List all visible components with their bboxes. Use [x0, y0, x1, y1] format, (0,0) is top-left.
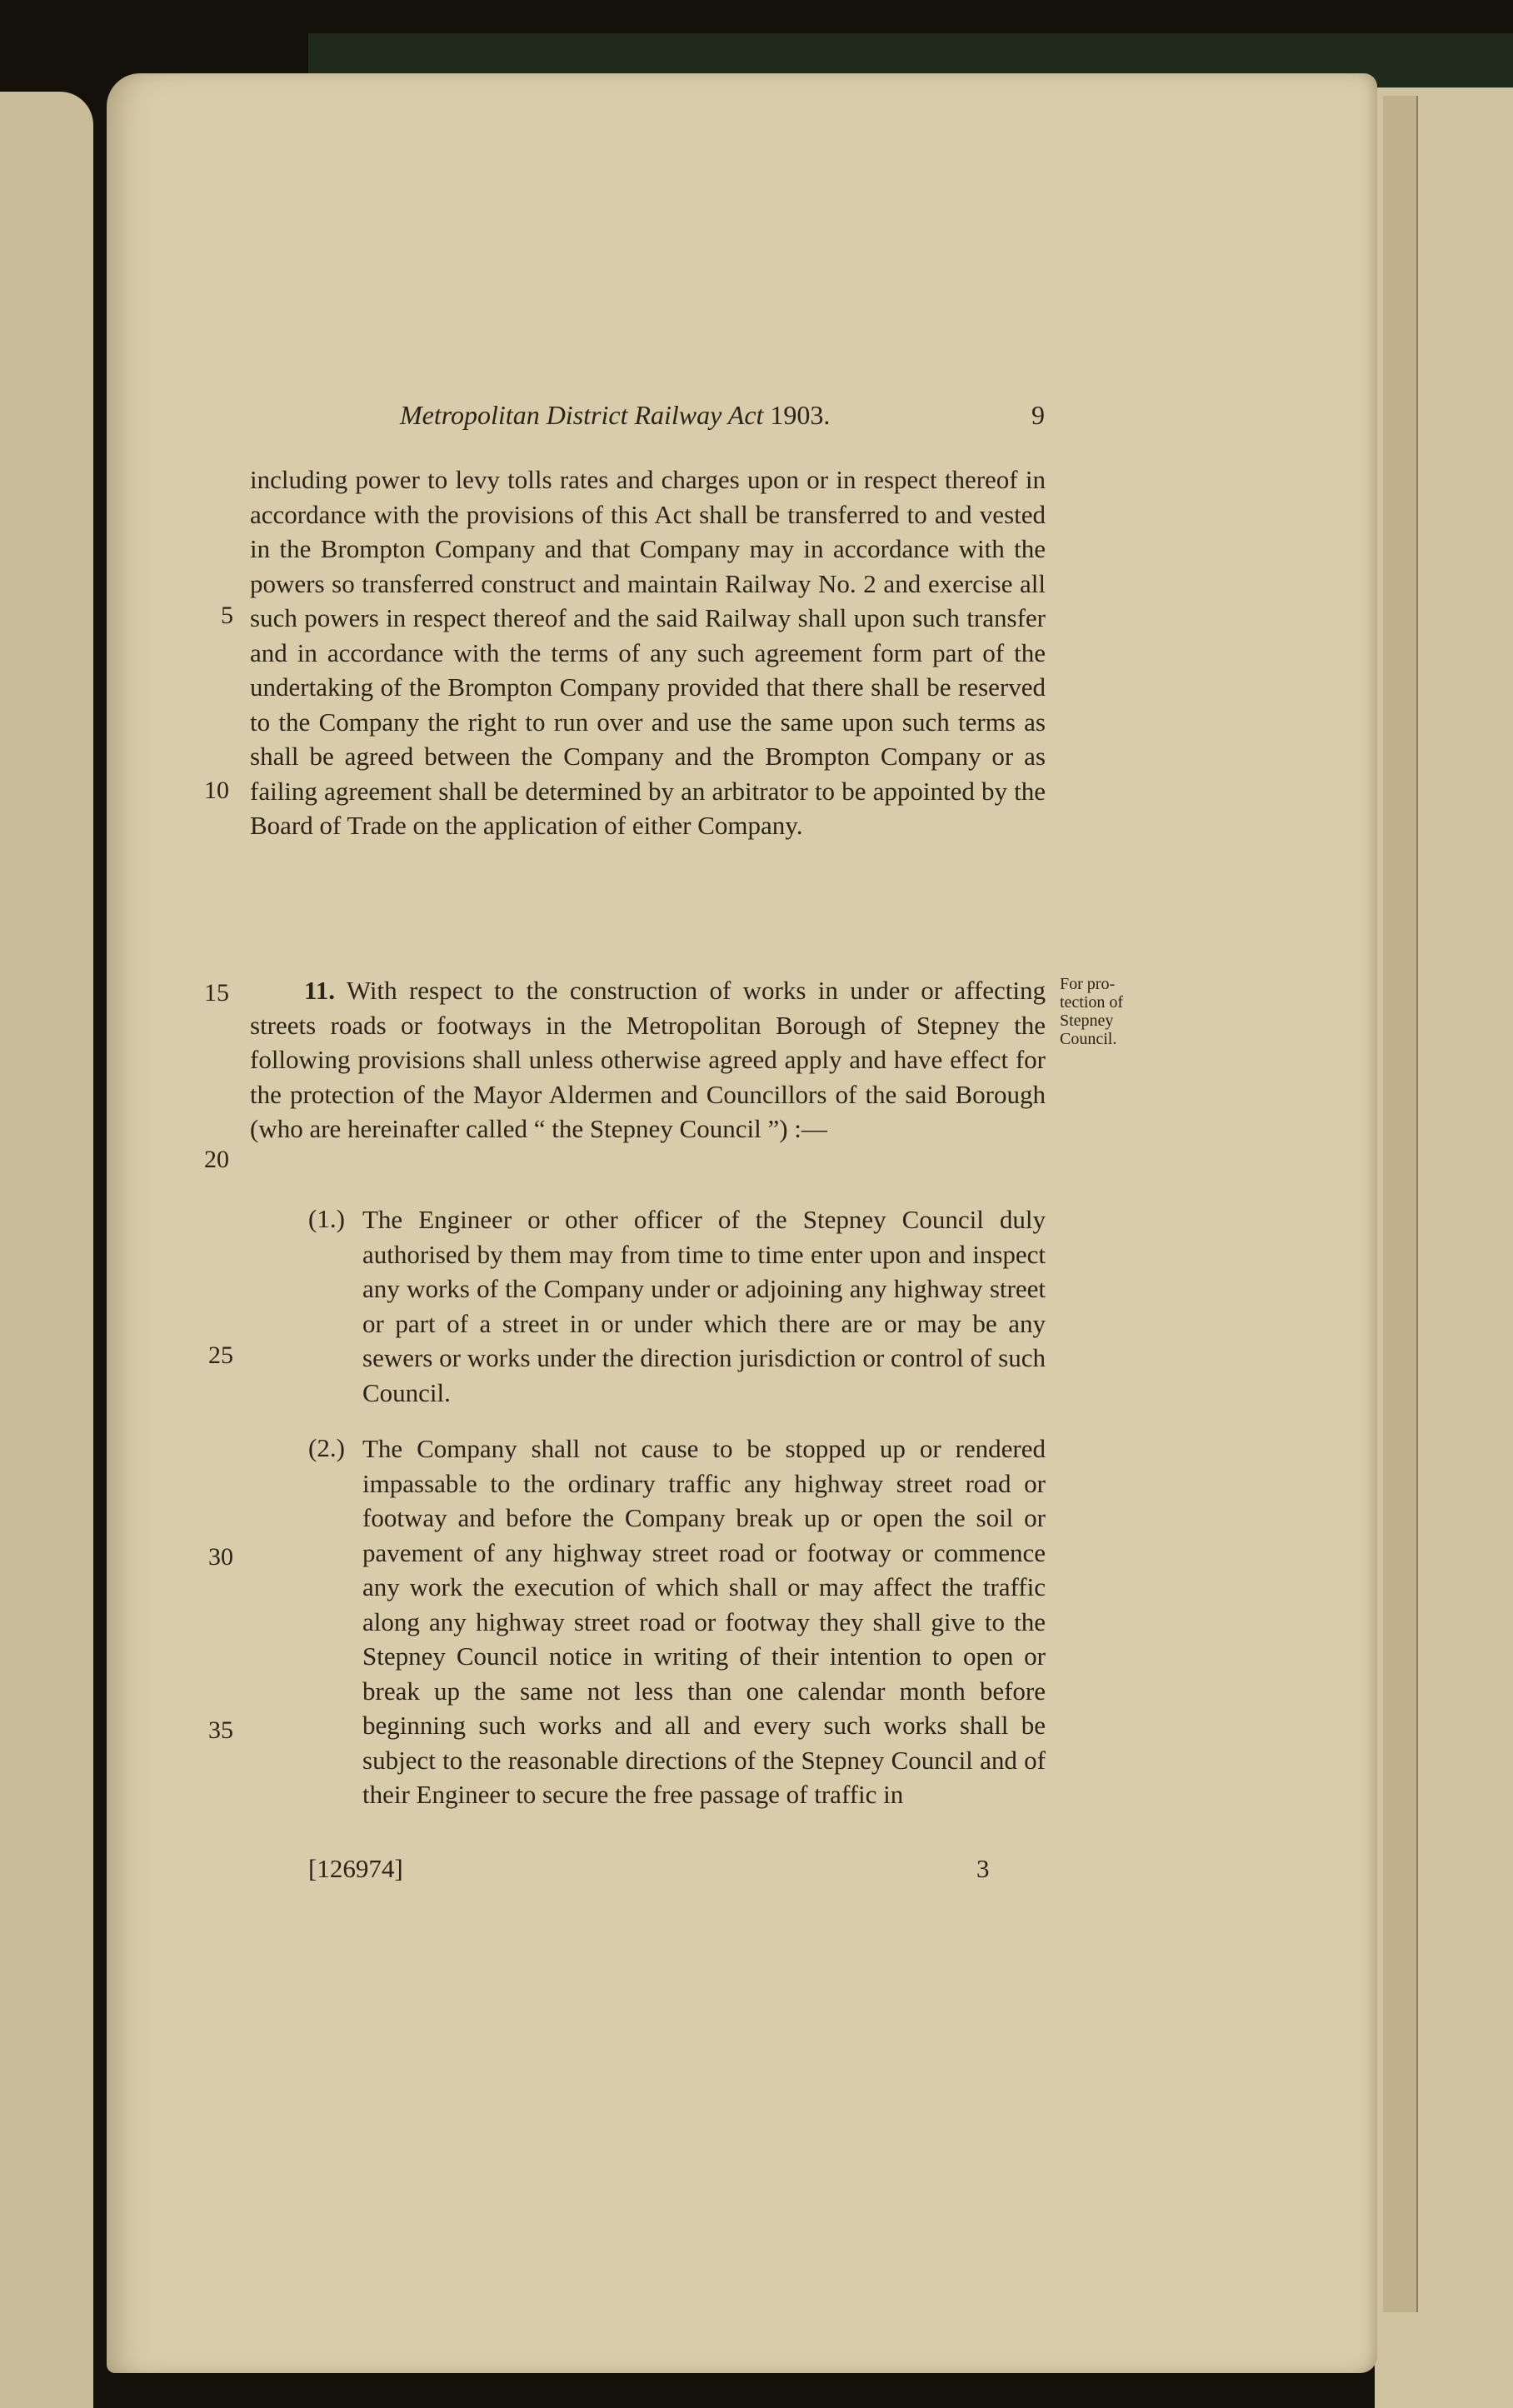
margin-note: For pro-tection of Stepney Council.	[1060, 975, 1124, 1048]
line-number-5: 5	[221, 602, 233, 629]
signature-mark: 3	[976, 1854, 990, 1883]
section-number: 11.	[304, 976, 336, 1005]
print-code: [126974]	[308, 1854, 403, 1883]
act-year: 1903.	[770, 400, 831, 430]
line-number-20: 20	[204, 1146, 229, 1173]
subclause-2-text: The Company shall not cause to be stopped up or rendered impassable to the ordinary traffic any highway street road or footway and before the Company break up or open the soil or pavement of any highway street road or footway or commence any work the execution of which shall or may affect the traffic along any highway street road or footway they shall give to the Stepney Council notice in writing of their intention to open or break up the same not less than one calendar month before beginning such works and all and every such works shall be subject to the reasonable directions of the Stepney Council and of their Engineer to secure the free passage of traffic in	[362, 1434, 1046, 1809]
running-header	[400, 400, 830, 431]
subclause-number-1: (1.)	[308, 1204, 345, 1233]
left-page-edge	[0, 92, 93, 2408]
page-edges	[1383, 96, 1418, 2312]
line-number-30: 30	[208, 1543, 233, 1571]
line-number-15: 15	[204, 979, 229, 1007]
line-number-10: 10	[204, 777, 229, 804]
line-number-35: 35	[208, 1716, 233, 1744]
section-text: With respect to the construction of works in under or affecting streets roads or footways in the Metropolitan Borough of Stepney the following provisions shall unless otherwise agreed apply and have effect for the protection of the Mayor Aldermen and Councillors of the said Borough (who are hereinafter called “ the Stepney Council ”) :—	[250, 976, 1046, 1143]
line-number-25: 25	[208, 1341, 233, 1369]
section-11-paragraph	[250, 973, 1046, 1147]
act-title: Metropolitan District Railway Act	[400, 400, 764, 430]
page-number: 9	[1031, 400, 1045, 430]
subclause-1-text: The Engineer or other officer of the Stepney Council duly authorised by them may from time to time enter upon and inspect any works of the Company under or adjoining any highway street or part of a street in or under which there are or may be any sewers or works under the direction jurisdiction or control of such Council.	[362, 1205, 1046, 1407]
intro-paragraph: including power to levy tolls rates and charges upon or in respect thereof in accordance with the provisions of this Act shall be transferred to and vested in the Brompton Company and that Company may in accordance with the powers so transferred construct and maintain Railway No. 2 and exercise all such powers in respect thereof and the said Railway shall upon such transfer and in accordance with the terms of any such agreement form part of the undertaking of the Brompton Company provided that there shall be reserved to the Company the right to run over and use the same upon such terms as shall be agreed between the Company and the Brompton Company or as failing agreement shall be determined by an arbitrator to be appointed by the Board of Trade on the application of either Company.	[250, 465, 1046, 840]
subclause-number-2: (2.)	[308, 1433, 345, 1462]
